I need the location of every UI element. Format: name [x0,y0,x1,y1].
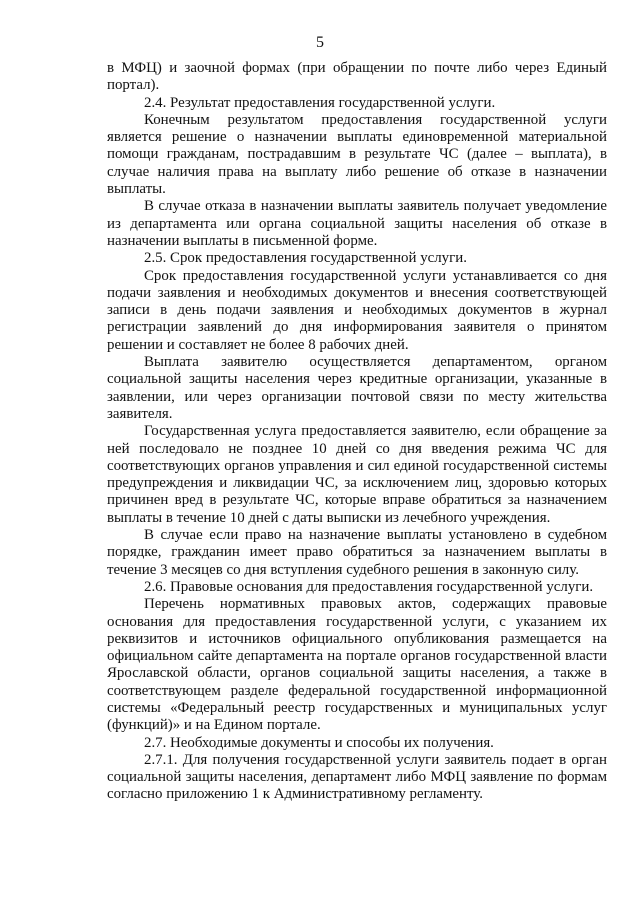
paragraph: 2.4. Результат предоставления государственной услуги. [144,94,496,111]
paragraph: Выплата заявителю осуществляется департаментом, органом социальной защиты населения через кредитные организации, указанные в заявлении, или через организации почтовой связи по месту жительства заявителя. [107,354,607,422]
paragraph: 2.7.1. Для получения государственной услуги заявитель подает в орган социальной защиты населения, департамент либо МФЦ заявление по формам согласно приложению 1 к Административному регламенту. [107,751,607,803]
paragraph: 2.7. Необходимые документы и способы их получения. [144,734,494,751]
paragraph: В случае отказа в назначении выплаты заявитель получает уведомление из департамента или органа социальной защиты населения об отказе в назначении выплаты в письменной форме. [107,198,607,249]
paragraph: 2.5. Срок предоставления государственной услуги. [144,250,467,267]
page-number: 5 [316,34,324,51]
paragraph: Перечень нормативных правовых актов, содержащих правовые основания для предоставления государственной услуги, с указанием их реквизитов и источников официального опубликования размещается на официальном сайте департамента на портале органов государственной власти Ярославской области, органов социальной защиты населения, а также в соответствующем разделе федеральной государственной информационной системы «Федеральный реестр государственных и муниципальных услуг (функций)» и на Едином портале. [107,596,607,734]
document-body [107,60,607,804]
paragraph: Конечным результатом предоставления государственной услуги является решение о назначении выплаты единовременной материальной помощи гражданам, пострадавшим в результате ЧС (далее – выплата), в случае наличия права на выплату либо решение об отказе в назначении выплаты. [107,111,607,198]
paragraph: 2.6. Правовые основания для предоставления государственной услуги. [144,578,594,595]
paragraph: в МФЦ) и заочной формах (при обращении по почте либо через Единый портал). [107,60,607,94]
paragraph: Государственная услуга предоставляется заявителю, если обращение за ней последовало не позднее 10 дней со дня введения режима ЧС для соответствующих органов управления и сил единой государственной системы предупреждения и ликвидации ЧС, за исключением лиц, здоровью которых причинен вред в результате ЧС, которые вправе обратиться за назначением выплаты в течение 10 дней с даты выписки из лечебного учреждения. [107,423,607,526]
paragraph: Срок предоставления государственной услуги устанавливается со дня подачи заявления и необходимых документов и внесения соответствующей записи в день подачи заявления и необходимых документов в журнал регистрации заявлений до дня информирования заявителя о принятом решении и составляет не более 8 рабочих дней. [107,267,607,353]
paragraph: В случае если право на назначение выплаты установлено в судебном порядке, гражданин имеет право обратиться за назначением выплаты в течение 3 месяцев со дня вступления судебного решения в законную силу. [107,527,607,578]
